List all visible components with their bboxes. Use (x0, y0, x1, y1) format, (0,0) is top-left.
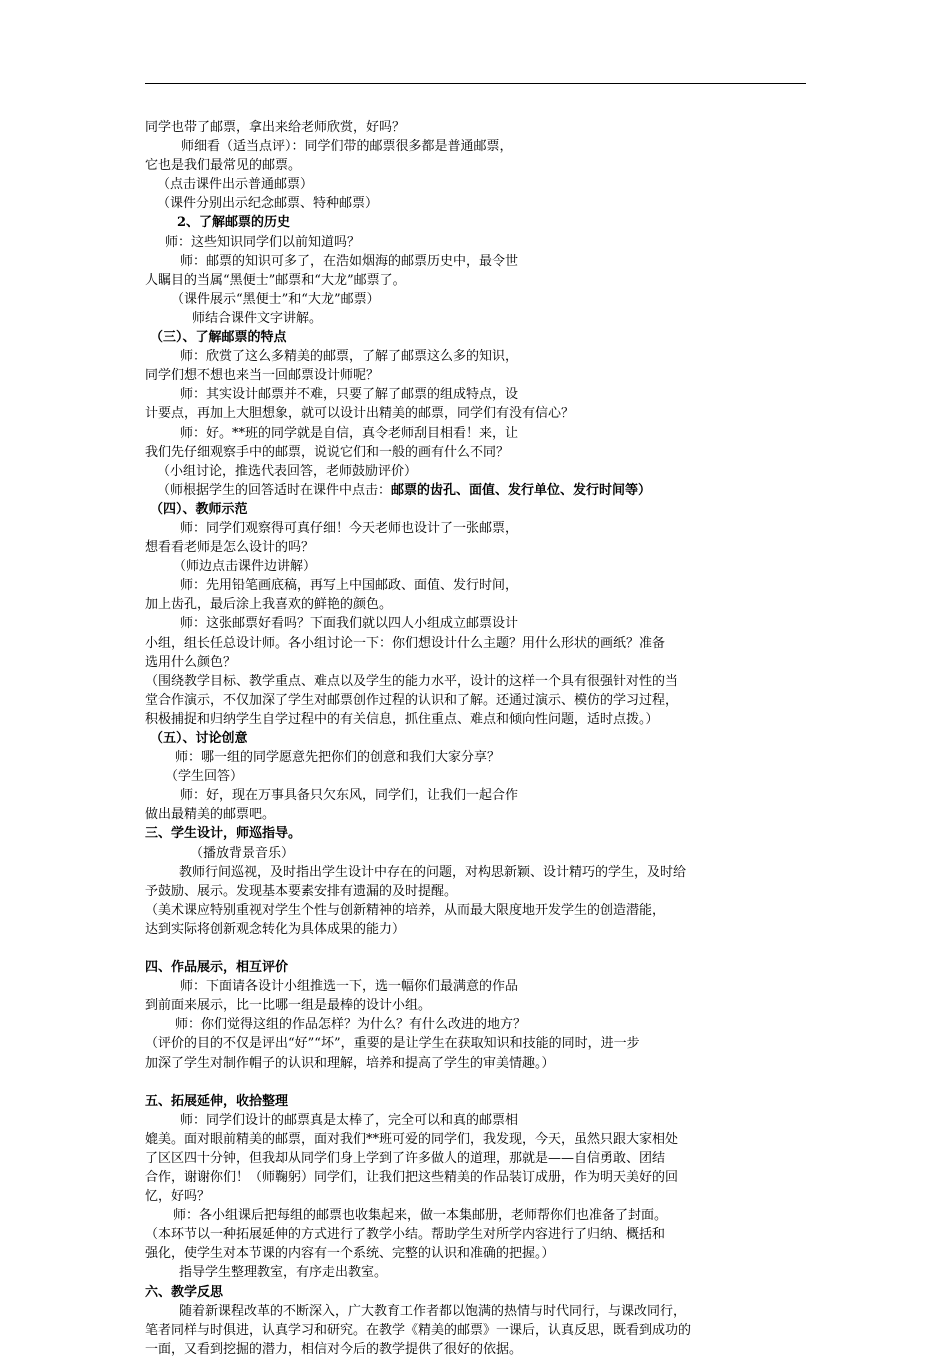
text-line: 指导学生整理教室，有序走出教室。 (179, 1265, 388, 1281)
text-line: （评价的目的不仅是评出“好”“坏”，重要的是让学生在获取知识和技能的同时，进一步 (145, 1036, 640, 1052)
text-line: 师：你们觉得这组的作品怎样？为什么？有什么改进的地方？ (175, 1017, 527, 1033)
text-line: 加上齿孔，最后涂上我喜欢的鲜艳的颜色。 (145, 597, 393, 613)
text-line: 师结合课件文字讲解。 (192, 310, 323, 326)
section-heading: 六、教学反思 (145, 1284, 224, 1300)
text-line: （课件分别出示纪念邮票、特种邮票） (157, 196, 379, 212)
text-line: 忆，好吗？ (145, 1189, 211, 1205)
section-heading: 三、学生设计，师巡指导。 (145, 826, 302, 842)
text-line: 师：其实设计邮票并不难，只要了解了邮票的组成特点，设 (180, 387, 519, 403)
text-line: （课件展示“黑便士”和“大龙”邮票） (171, 291, 380, 307)
text-line: 师：同学们观察得可真仔细！今天老师也设计了一张邮票， (180, 520, 519, 536)
text-line: 它也是我们最常见的邮票。 (145, 158, 302, 174)
text-line: 一面，又看到挖掘的潜力，相信对今后的教学提供了很好的依据。 (145, 1341, 523, 1357)
text-line: 笔者同样与时俱进，认真学习和研究。在教学《精美的邮票》一课后，认真反思，既看到成功的 (145, 1322, 692, 1338)
text-line: 师：好。**班的同学就是自信，真令老师刮目相看！来，让 (180, 425, 519, 441)
text-line: 同学们想不想也来当一回邮票设计师呢？ (145, 368, 380, 384)
text-line: 师：这些知识同学们以前知道吗？ (165, 234, 361, 250)
text-line: 予鼓励、展示。发现基本要素安排有遗漏的及时提醒。 (145, 883, 458, 899)
section-heading: （三）、了解邮票的特点 (150, 330, 287, 346)
text-line: 人瞩目的当属“黑便士”邮票和“大龙”邮票了。 (145, 272, 406, 288)
text-line (145, 481, 815, 500)
section-heading: 四、作品展示，相互评价 (145, 960, 289, 976)
text-line: 同学也带了邮票，拿出来给老师欣赏，好吗？ (145, 120, 406, 135)
text-span: （师根据学生的回答适时在课件中点击： (157, 482, 392, 498)
text-line: 师：好，现在万事具备只欠东风，同学们，让我们一起合作 (180, 788, 519, 804)
text-line: 小组，组长任总设计师。各小组讨论一下：你们想设计什么主题？用什么形状的画纸？准备 (145, 635, 666, 651)
text-line: 师：哪一组的同学愿意先把你们的创意和我们大家分享？ (175, 750, 501, 766)
section-heading: （五）、讨论创意 (150, 731, 248, 746)
text-line: 师：欣赏了这么多精美的邮票，了解了邮票这么多的知识， (180, 349, 519, 365)
text-line: 积极捕捉和归纳学生自学过程中的有关信息，抓住重点、难点和倾向性问题，适时点拨。） (145, 711, 659, 727)
header-rule (145, 83, 806, 84)
text-line: 选用什么颜色？ (145, 654, 237, 670)
text-line: 随着新课程改革的不断深入，广大教育工作者都以饱满的热情与时代同行，与课改同行， (179, 1303, 687, 1319)
text-line: 强化，使学生对本节课的内容有一个系统、完整的认识和准确的把握。） (145, 1246, 555, 1262)
blank-line (145, 1073, 815, 1092)
text-line: 计要点，再加上大胆想象，就可以设计出精美的邮票，同学们有没有信心？ (145, 406, 575, 422)
text-line: （围绕教学目标、教学重点、难点以及学生的能力水平，设计的这样一个具有很强针对性的当 (145, 673, 679, 689)
text-line: （本环节以一种拓展延伸的方式进行了教学小结。帮助学生对所学内容进行了归纳、概括和 (145, 1227, 666, 1243)
text-line: 堂合作演示，不仅加深了学生对邮票创作过程的认识和了解。还通过演示、模仿的学习过程， (145, 692, 679, 708)
text-line: 到前面来展示，比一比哪一组是最棒的设计小组。 (145, 998, 432, 1014)
text-line: 合作，谢谢你们！（师鞠躬）同学们，让我们把这些精美的作品装订成册，作为明天美好的回 (145, 1169, 679, 1185)
blank-line (145, 939, 815, 958)
section-heading: 五、拓展延伸，收拾整理 (145, 1093, 289, 1109)
text-line: 师：这张邮票好看吗？下面我们就以四人小组成立邮票设计 (180, 616, 519, 632)
text-line: （点击课件出示普通邮票） (157, 177, 314, 193)
section-heading: （四）、教师示范 (150, 501, 248, 517)
text-line: 师：下面请各设计小组推选一下，选一幅你们最满意的作品 (180, 979, 519, 995)
text-line: （小组讨论，推选代表回答，老师鼓励评价） (157, 463, 418, 479)
text-line: （师边点击课件边讲解） (173, 559, 317, 575)
document-body (145, 118, 815, 1359)
text-line: （美术课应特别重视对学生个性与创新精神的培养，从而最大限度地开发学生的创造潜能， (145, 902, 666, 918)
text-line: 了区区四十分钟，但我却从同学们身上学到了许多做人的道理，那就是——自信勇敢、团结 (145, 1150, 666, 1166)
text-line: 师：邮票的知识可多了，在浩如烟海的邮票历史中，最令世 (180, 253, 519, 269)
text-line: 师细看（适当点评）：同学们带的邮票很多都是普通邮票， (181, 139, 513, 155)
text-line: 教师行间巡视，及时指出学生设计中存在的问题，对构思新颖、设计精巧的学生，及时给 (179, 864, 687, 880)
emphasis-span: 邮票的齿孔、面值、发行单位、发行时间等） (391, 482, 652, 498)
text-line: 我们先仔细观察手中的邮票，说说它们和一般的画有什么不同？ (145, 444, 510, 460)
text-line: （学生回答） (165, 769, 244, 785)
text-line: 达到实际将创新观念转化为具体成果的能力） (145, 921, 406, 937)
text-line: （播放背景音乐） (190, 845, 295, 861)
section-heading: 2、了解邮票的历史 (177, 215, 291, 231)
text-line: 媲美。面对眼前精美的邮票，面对我们**班可爱的同学们，我发现，今天，虽然只跟大家相处 (145, 1131, 679, 1147)
text-line: 师：先用铅笔画底稿，再写上中国邮政、面值、发行时间， (180, 578, 519, 594)
text-line: 师：各小组课后把每组的邮票也收集起来，做一本集邮册，老师帮你们也准备了封面。 (173, 1208, 668, 1224)
text-line: 师：同学们设计的邮票真是太棒了，完全可以和真的邮票相 (180, 1112, 519, 1128)
text-line: 加深了学生对制作帽子的认识和理解，培养和提高了学生的审美情趣。） (145, 1055, 555, 1071)
text-line: 做出最精美的邮票吧。 (145, 807, 276, 823)
text-line: 想看看老师是怎么设计的吗？ (145, 540, 315, 556)
